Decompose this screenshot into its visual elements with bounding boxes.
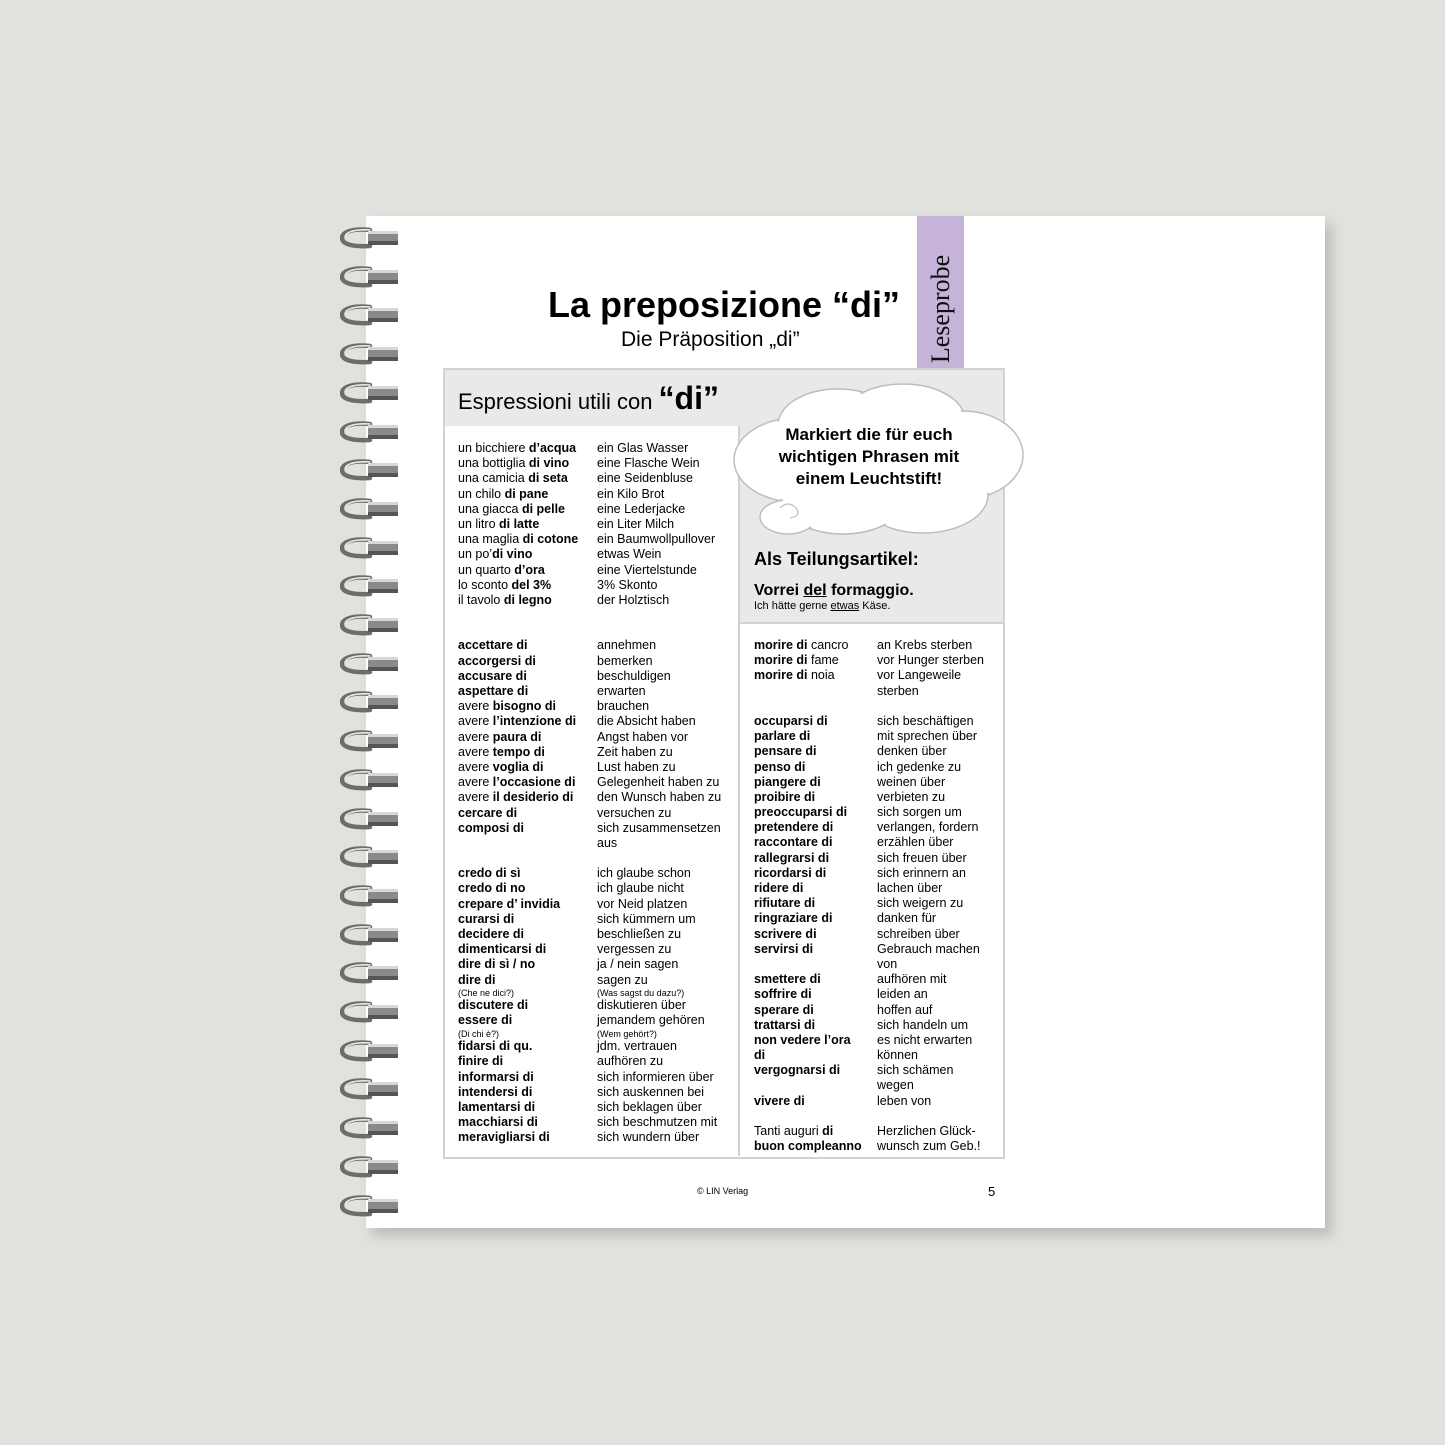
- italian-phrase: accettare di: [458, 638, 528, 653]
- italian-phrase: informarsi di: [458, 1069, 534, 1084]
- italian-phrase: accusare di: [458, 668, 527, 683]
- italian-phrase: piangere di: [754, 774, 821, 789]
- italian-phrase: [458, 608, 578, 623]
- cloud-text: Markiert die für euch wichtigen Phrasen mit einem Leuchtstift!: [778, 425, 960, 488]
- tab-label: Leseprobe: [925, 254, 955, 364]
- german-translation: jdm. vertrauen: [597, 1039, 677, 1054]
- italian-phrase: di: [754, 1048, 766, 1063]
- italian-phrase: [754, 1109, 862, 1124]
- spiral-ring: [340, 767, 400, 791]
- italian-column-right: [754, 638, 862, 1154]
- section-header-prefix: Espressioni utili con: [458, 389, 659, 414]
- german-translation: eine Seidenbluse: [597, 471, 693, 486]
- german-translation: eine Viertelstunde: [597, 562, 697, 577]
- spiral-ring: [340, 457, 400, 481]
- italian-phrase: [458, 623, 578, 638]
- german-translation: [597, 608, 721, 623]
- italian-phrase: morire di cancro: [754, 638, 849, 652]
- german-translation: ein Liter Milch: [597, 516, 675, 531]
- german-translation: verlangen, fordern: [877, 820, 979, 835]
- german-translation: aus: [597, 835, 618, 850]
- italian-phrase: morire di fame: [754, 653, 839, 668]
- german-translation: erwarten: [597, 684, 646, 698]
- italian-phrase: scrivere di: [754, 926, 817, 941]
- italian-phrase: parlare di: [754, 729, 811, 744]
- german-translation: versuchen zu: [597, 805, 672, 820]
- italian-phrase: raccontare di: [754, 835, 833, 850]
- italian-phrase: [754, 699, 862, 714]
- german-translation: sich sorgen um: [877, 805, 962, 820]
- italian-phrase: il tavolo di legno: [458, 592, 552, 607]
- italian-phrase: Tanti auguri di: [754, 1124, 834, 1138]
- spiral-ring: [340, 844, 400, 868]
- german-translation: der Holztisch: [597, 592, 670, 607]
- german-column-left: [597, 441, 721, 1145]
- spiral-ring: [340, 960, 400, 984]
- german-translation: vor Langeweile: [877, 668, 962, 683]
- german-translation: [597, 851, 721, 866]
- example-de-part: Käse.: [859, 600, 891, 612]
- german-translation: Gebrauch machen: [877, 941, 980, 956]
- german-translation: diskutieren über: [597, 998, 686, 1013]
- spiral-ring: [340, 922, 400, 946]
- spiral-ring: [340, 1115, 400, 1139]
- italian-phrase: non vedere l’ora: [754, 1032, 851, 1047]
- german-translation: sagen zu: [597, 972, 648, 987]
- italian-phrase: pensare di: [754, 744, 817, 759]
- german-translation: lachen über: [877, 881, 943, 895]
- italian-phrase: dire di: [458, 972, 496, 987]
- italian-phrase: vivere di: [754, 1093, 805, 1108]
- german-translation: vergessen zu: [597, 942, 672, 957]
- german-translation: Herzlichen Glück-: [877, 1124, 976, 1138]
- spiral-ring: [340, 264, 400, 288]
- german-translation: denken über: [877, 744, 947, 759]
- italian-phrase: avere l’intenzione di: [458, 714, 577, 729]
- spiral-ring: [340, 883, 400, 907]
- italian-phrase: rifiutare di: [754, 896, 816, 911]
- german-translation: annehmen: [597, 638, 657, 653]
- italian-phrase: [754, 1078, 862, 1093]
- german-translation: Lust haben zu: [597, 759, 676, 774]
- german-translation: sich beklagen über: [597, 1099, 702, 1114]
- italian-phrase: un po’di vino: [458, 547, 533, 562]
- italian-phrase: morire di noia: [754, 668, 835, 683]
- italian-phrase: avere tempo di: [458, 744, 545, 759]
- italian-phrase: essere di: [458, 1013, 513, 1028]
- spiral-ring: [340, 728, 400, 752]
- german-translation: den Wunsch haben zu: [597, 790, 722, 805]
- spiral-ring: [340, 419, 400, 443]
- german-translation: [877, 1109, 984, 1124]
- italian-phrase: [754, 684, 862, 699]
- teilungsartikel-example-de: [754, 600, 890, 612]
- section-header-word: “di”: [658, 380, 719, 416]
- italian-phrase: sperare di: [754, 1002, 814, 1017]
- spiral-ring: [340, 999, 400, 1023]
- spiral-ring: [340, 380, 400, 404]
- italian-phrase: avere paura di: [458, 729, 542, 744]
- italian-phrase: servirsi di: [754, 941, 814, 956]
- italian-phrase: ringraziare di: [754, 911, 833, 926]
- german-translation: (Was sagst du dazu?): [597, 987, 685, 998]
- italian-phrase: curarsi di: [458, 911, 515, 926]
- spiral-ring: [340, 302, 400, 326]
- italian-phrase: [458, 836, 578, 851]
- italian-phrase: buon compleanno: [754, 1139, 862, 1154]
- italian-phrase: credo di no: [458, 881, 526, 896]
- italian-phrase: una camicia di seta: [458, 471, 568, 486]
- spiral-ring: [340, 573, 400, 597]
- german-translation: von: [877, 956, 898, 971]
- italian-phrase: vergognarsi di: [754, 1063, 841, 1078]
- italian-phrase: finire di: [458, 1054, 504, 1069]
- copyright-footer: © LIN Verlag: [697, 1186, 749, 1196]
- german-translation: die Absicht haben: [597, 714, 696, 729]
- italian-phrase: dire di sì / no: [458, 957, 536, 972]
- german-translation: leiden an: [877, 987, 928, 1002]
- german-translation: schreiben über: [877, 926, 960, 941]
- italian-phrase: rallegrarsi di: [754, 850, 830, 865]
- german-translation: sich kümmern um: [597, 911, 696, 926]
- example-de-part: Ich hätte gerne: [754, 600, 831, 612]
- italian-phrase: fidarsi di qu.: [458, 1039, 533, 1054]
- italian-phrase: (Di chi è?): [458, 1028, 500, 1039]
- italian-phrase: accorgersi di: [458, 653, 536, 668]
- german-translation: bemerken: [597, 653, 653, 668]
- german-translation: hoffen auf: [877, 1002, 933, 1017]
- german-translation: ja / nein sagen: [597, 957, 679, 972]
- italian-phrase: trattarsi di: [754, 1017, 816, 1032]
- italian-phrase: decidere di: [458, 927, 524, 941]
- german-translation: sich weigern zu: [877, 896, 964, 911]
- german-translation: leben von: [877, 1093, 932, 1108]
- german-translation: sich beschäftigen: [877, 713, 974, 728]
- german-translation: ein Glas Wasser: [597, 441, 689, 455]
- german-translation: erzählen über: [877, 835, 954, 850]
- italian-phrase: soffrire di: [754, 987, 812, 1002]
- italian-phrase: avere bisogno di: [458, 699, 556, 714]
- german-translation: eine Flasche Wein: [597, 456, 700, 471]
- german-translation: aufhören mit: [877, 972, 947, 987]
- german-translation: es nicht erwarten: [877, 1032, 973, 1047]
- italian-phrase: avere voglia di: [458, 759, 544, 774]
- italian-phrase: pretendere di: [754, 820, 834, 835]
- german-translation: Gelegenheit haben zu: [597, 775, 720, 790]
- german-translation: aufhören zu: [597, 1054, 664, 1069]
- german-translation: vor Hunger sterben: [877, 653, 985, 668]
- italian-phrase: smettere di: [754, 972, 821, 987]
- page-title: La preposizione “di”: [548, 284, 901, 325]
- italian-phrase: ricordarsi di: [754, 865, 827, 880]
- italian-phrase: macchiarsi di: [458, 1115, 538, 1130]
- italian-phrase: lo sconto del 3%: [458, 577, 552, 592]
- german-translation: danken für: [877, 911, 937, 926]
- example-it-underlined: del: [803, 582, 827, 599]
- italian-phrase: (Che ne dici?): [458, 987, 515, 998]
- german-translation: sich informieren über: [597, 1069, 714, 1084]
- italian-phrase: preoccuparsi di: [754, 805, 848, 820]
- italian-phrase: una maglia di cotone: [458, 532, 579, 547]
- spiral-ring: [340, 341, 400, 365]
- italian-column-left: [458, 441, 578, 1145]
- italian-phrase: intendersi di: [458, 1084, 533, 1099]
- german-translation: wunsch zum Geb.!: [877, 1139, 981, 1154]
- italian-phrase: un litro di latte: [458, 516, 540, 531]
- german-column-right: [877, 638, 984, 1154]
- teilungsartikel-example-it: [754, 582, 914, 600]
- german-translation: (Wem gehört?): [597, 1028, 657, 1039]
- italian-phrase: [754, 957, 862, 972]
- german-translation: ich glaube nicht: [597, 881, 684, 896]
- italian-phrase: [458, 851, 578, 866]
- german-translation: brauchen: [597, 699, 650, 714]
- german-translation: vor Neid platzen: [597, 896, 688, 911]
- german-translation: beschuldigen: [597, 668, 671, 683]
- panel-divider: [740, 622, 1003, 624]
- german-translation: etwas Wein: [597, 547, 662, 562]
- italian-phrase: ridere di: [754, 881, 804, 895]
- italian-phrase: avere l’occasione di: [458, 775, 576, 790]
- spiral-ring: [340, 535, 400, 559]
- example-it-part: Vorrei: [754, 582, 804, 599]
- german-translation: Zeit haben zu: [597, 744, 673, 759]
- italian-phrase: una bottiglia di vino: [458, 456, 570, 471]
- german-translation: sich auskennen bei: [597, 1084, 705, 1099]
- german-translation: beschließen zu: [597, 927, 682, 941]
- german-translation: an Krebs sterben: [877, 638, 973, 652]
- italian-phrase: avere il desiderio di: [458, 790, 574, 805]
- section-header: [458, 380, 719, 417]
- page-subtitle: Die Präposition „di”: [621, 328, 800, 351]
- german-translation: weinen über: [877, 774, 946, 789]
- german-translation: sich beschmutzen mit: [597, 1115, 718, 1130]
- german-translation: sich zusammensetzen: [597, 820, 721, 835]
- spiral-ring: [340, 1154, 400, 1178]
- italian-phrase: crepare d’ invidia: [458, 896, 561, 911]
- german-translation: jemandem gehören: [597, 1013, 705, 1028]
- spiral-ring: [340, 806, 400, 830]
- german-translation: sich handeln um: [877, 1017, 969, 1032]
- italian-phrase: aspettare di: [458, 684, 529, 698]
- german-translation: verbieten zu: [877, 789, 946, 804]
- german-translation: ich glaube schon: [597, 866, 691, 881]
- italian-phrase: un chilo di pane: [458, 486, 549, 501]
- italian-phrase: meravigliarsi di: [458, 1130, 550, 1145]
- italian-phrase: composi di: [458, 820, 524, 835]
- italian-phrase: dimenticarsi di: [458, 942, 547, 957]
- italian-phrase: cercare di: [458, 805, 518, 820]
- german-translation: sich schämen: [877, 1063, 954, 1078]
- german-translation: sich erinnern an: [877, 865, 966, 880]
- italian-phrase: occuparsi di: [754, 713, 828, 728]
- italian-phrase: lamentarsi di: [458, 1099, 536, 1114]
- german-translation: Angst haben vor: [597, 729, 689, 744]
- spiral-ring: [340, 612, 400, 636]
- german-translation: ich gedenke zu: [877, 759, 962, 774]
- italian-phrase: proibire di: [754, 789, 816, 804]
- german-translation: können: [877, 1048, 919, 1063]
- italian-phrase: un quarto d’ora: [458, 562, 545, 577]
- german-translation: sich freuen über: [877, 850, 967, 865]
- german-translation: sich wundern über: [597, 1130, 700, 1145]
- spiral-ring: [340, 1038, 400, 1062]
- italian-phrase: un bicchiere d’acqua: [458, 441, 577, 455]
- spiral-ring: [340, 1076, 400, 1100]
- german-translation: sterben: [877, 683, 919, 698]
- german-translation: ein Kilo Brot: [597, 486, 665, 501]
- german-translation: wegen: [877, 1078, 914, 1093]
- italian-phrase: una giacca di pelle: [458, 501, 566, 516]
- german-translation: mit sprechen über: [877, 729, 978, 744]
- spiral-ring: [340, 689, 400, 713]
- german-translation: eine Lederjacke: [597, 501, 686, 516]
- german-translation: 3% Skonto: [597, 577, 658, 592]
- spiral-ring: [340, 651, 400, 675]
- italian-phrase: discutere di: [458, 998, 529, 1013]
- example-it-part: formaggio.: [826, 582, 914, 599]
- german-translation: [877, 699, 984, 714]
- teilungsartikel-label: Als Teilungsartikel:: [754, 549, 919, 569]
- spiral-ring: [340, 496, 400, 520]
- german-translation: ein Baumwollpullover: [597, 532, 716, 547]
- spiral-ring: [340, 225, 400, 249]
- example-de-underlined: etwas: [830, 600, 860, 612]
- italian-phrase: penso di: [754, 759, 806, 774]
- german-translation: [597, 623, 721, 638]
- italian-phrase: credo di sì: [458, 866, 521, 881]
- spiral-ring: [340, 1193, 400, 1217]
- page-number: 5: [988, 1184, 996, 1199]
